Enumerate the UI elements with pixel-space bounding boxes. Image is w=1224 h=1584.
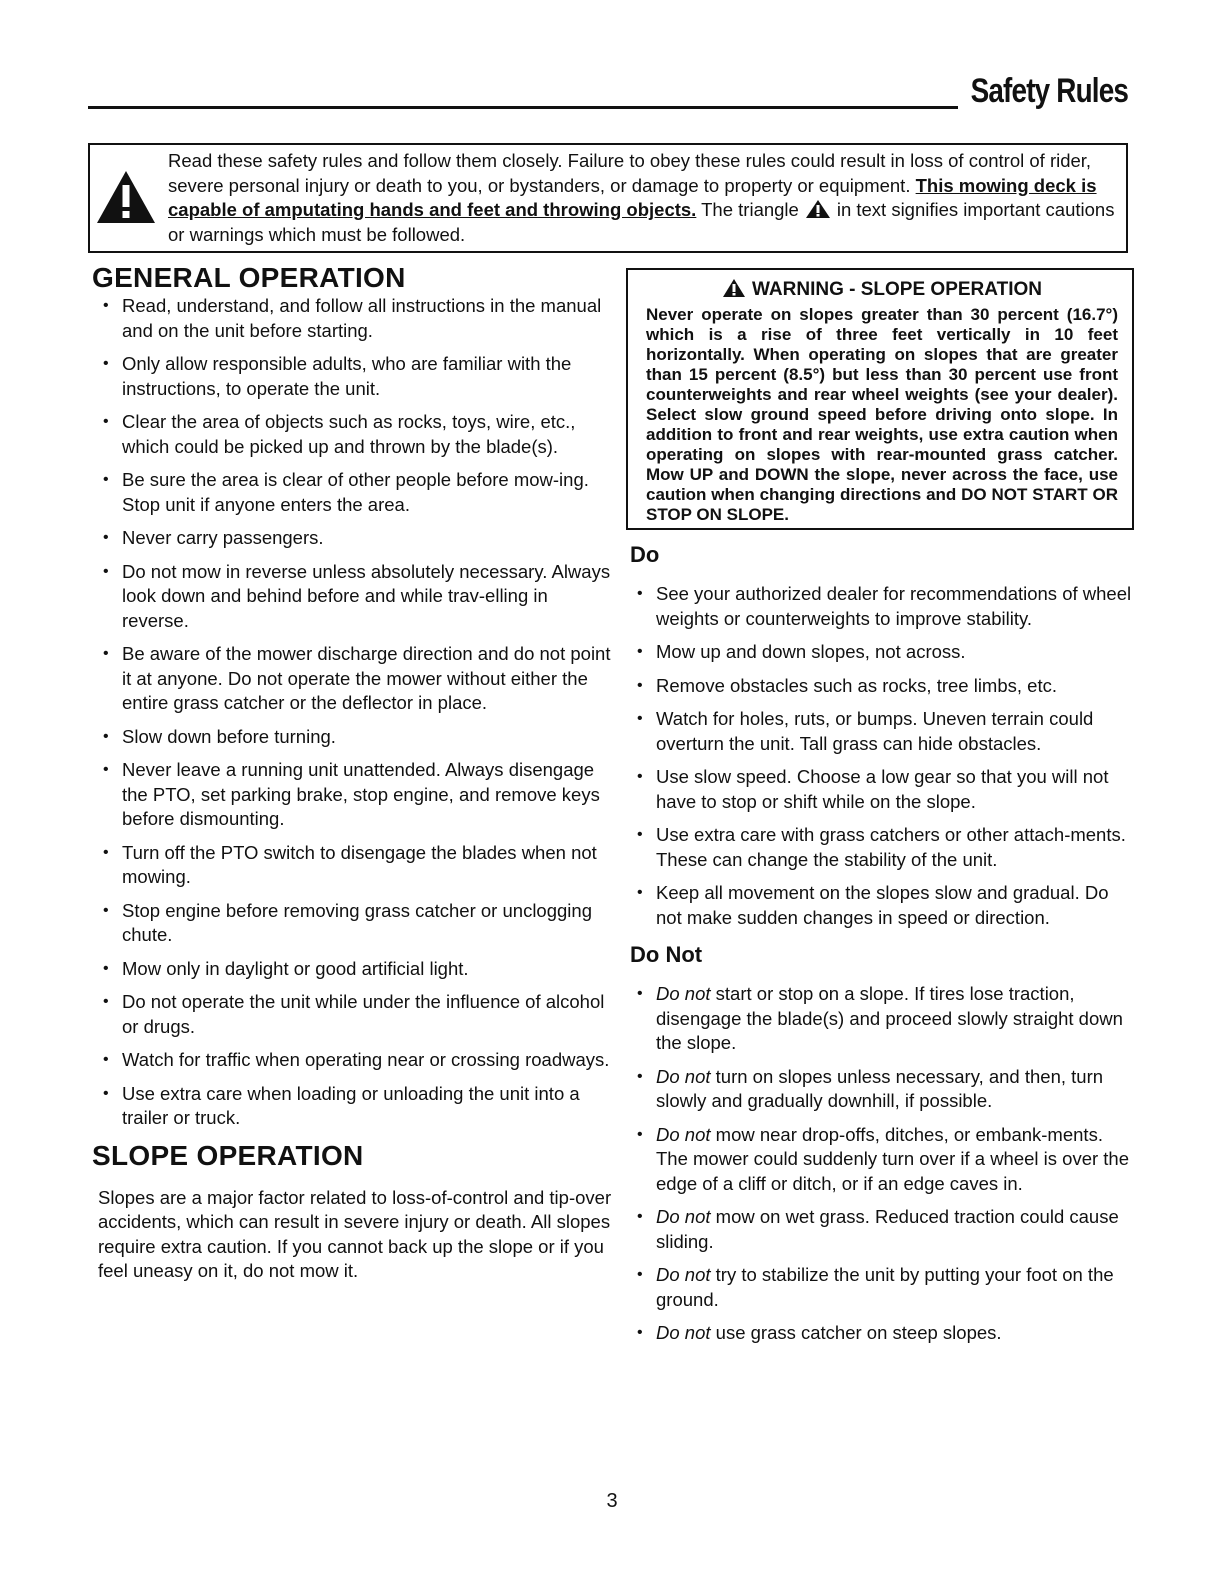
do-not-prefix: Do not bbox=[656, 1123, 711, 1145]
list-item-text: try to stabilize the unit by putting your foot on the ground. bbox=[656, 1264, 1114, 1310]
list-item-text: mow on wet grass. Reduced traction could cause sliding. bbox=[656, 1206, 1119, 1252]
list-item: • Stop engine before removing grass catcher or unclogging chute. bbox=[92, 899, 612, 948]
list-item: • Keep all movement on the slopes slow and gradual. Do not make sudden changes in speed or direction. bbox=[626, 881, 1136, 930]
list-item: • Slow down before turning. bbox=[92, 725, 612, 750]
list-item bbox=[626, 1263, 1136, 1312]
list-item: • Watch for traffic when operating near or crossing roadways. bbox=[92, 1048, 612, 1073]
list-item: • Mow up and down slopes, not across. bbox=[626, 640, 1136, 665]
general-operation-list bbox=[92, 294, 612, 1131]
list-item: • Be aware of the mower discharge direction and do not point it at anyone. Do not operate the mower without either the entire grass catcher or the deflector in place. bbox=[92, 642, 612, 716]
list-item-text: start or stop on a slope. If tires lose traction, disengage the blade(s) and proceed slowly straight down the slope. bbox=[656, 983, 1123, 1053]
list-item-text: mow near drop-offs, ditches, or embank-ments. The mower could suddenly turn over if a wheel is over the edge of a cliff or ditch, or if an edge caves in. bbox=[656, 1123, 1130, 1194]
list-item-text: turn on slopes unless necessary, and then, turn slowly and gradually downhill, if possible. bbox=[656, 1065, 1104, 1111]
warning-title bbox=[646, 278, 1118, 301]
slope-warning-box bbox=[626, 268, 1134, 530]
list-item bbox=[626, 1321, 1136, 1346]
warning-triangle-icon bbox=[722, 278, 746, 298]
list-item: • Never carry passengers. bbox=[92, 526, 612, 551]
do-not-heading: Do Not bbox=[630, 942, 703, 967]
intro-amputation-warning: This mowing deck is capable of amputating hands and feet and throwing objects. bbox=[168, 174, 1097, 220]
page-title: Safety Rules bbox=[970, 72, 1128, 110]
list-item: • See your authorized dealer for recommendations of wheel weights or counterweights to improve stability. bbox=[626, 582, 1136, 631]
page-number: 3 bbox=[606, 1490, 618, 1512]
list-item bbox=[626, 1205, 1136, 1254]
warning-triangle-icon bbox=[805, 199, 831, 219]
list-item: • Watch for holes, ruts, or bumps. Uneven terrain could overturn the unit. Tall grass can hide obstacles. bbox=[626, 707, 1136, 756]
list-item-text: use grass catcher on steep slopes. bbox=[710, 1322, 1002, 1343]
do-not-prefix: Do not bbox=[656, 1065, 711, 1087]
do-not-prefix: Do not bbox=[656, 1264, 711, 1285]
intro-text-after: in text signifies important cautions or warnings which must be followed. bbox=[168, 199, 1115, 245]
list-item: • Mow only in daylight or good artificial light. bbox=[92, 957, 612, 982]
slope-operation-paragraph: Slopes are a major factor related to loss-of-control and tip-over accidents, which can result in severe injury or death. All slopes require extra caution. If you cannot back up the slope or if you feel uneasy on it, do not mow it. bbox=[98, 1186, 612, 1281]
list-item: • Do not operate the unit while under the influence of alcohol or drugs. bbox=[92, 990, 612, 1039]
intro-text-before: Read these safety rules and follow them closely. Failure to obey these rules could result in loss of control of rider, severe personal injury or death to you, or bystanders, or damage to property or equipment. bbox=[168, 150, 1092, 196]
intro-text bbox=[168, 149, 1116, 247]
general-operation-heading: GENERAL OPERATION bbox=[92, 262, 406, 293]
do-heading: Do bbox=[630, 542, 660, 567]
warning-body: Never operate on slopes greater than 30 percent (16.7°) which is a rise of three feet vertically in 10 feet horizontally. When operating on slopes that are greater than 15 percent (8.5°) but less than 30 percent use front counterweights and rear wheel weights (see your dealer). Select slow ground speed before driving onto slope. In addition to front and rear weights, use extra caution when operating on slopes with rear-mounted grass catcher. Mow UP and DOWN the slope, never across the face, use caution when changing directions and DO NOT START OR STOP ON SLOPE. bbox=[646, 305, 1118, 524]
list-item bbox=[626, 1065, 1136, 1114]
do-not-prefix: Do not bbox=[656, 983, 711, 1004]
slope-operation-heading: SLOPE OPERATION bbox=[92, 1139, 364, 1171]
list-item bbox=[626, 982, 1136, 1056]
list-item: • Be sure the area is clear of other people before mow-ing. Stop unit if anyone enters the area. bbox=[92, 468, 612, 517]
intro-text-mid: The triangle bbox=[696, 199, 799, 220]
list-item: • Do not mow in reverse unless absolutely necessary. Always look down and behind before and while trav-elling in reverse. bbox=[92, 560, 612, 634]
right-column bbox=[626, 268, 1136, 1355]
left-column bbox=[92, 262, 612, 1284]
list-item: • Turn off the PTO switch to disengage the blades when not mowing. bbox=[92, 841, 612, 890]
intro-warning-box bbox=[88, 143, 1128, 253]
list-item: • Use extra care with grass catchers or other attach-ments. These can change the stability of the unit. bbox=[626, 823, 1136, 872]
do-not-prefix: Do not bbox=[656, 1206, 711, 1227]
list-item: • Never leave a running unit unattended. Always disengage the PTO, set parking brake, stop engine, and remove keys before dismounting. bbox=[92, 758, 612, 832]
header-rule bbox=[88, 106, 958, 109]
do-not-list bbox=[626, 982, 1136, 1346]
list-item: • Use slow speed. Choose a low gear so that you will not have to stop or shift while on the slope. bbox=[626, 765, 1136, 814]
list-item: • Read, understand, and follow all instructions in the manual and on the unit before starting. bbox=[92, 294, 612, 343]
do-not-prefix: Do not bbox=[656, 1322, 711, 1343]
list-item: • Remove obstacles such as rocks, tree limbs, etc. bbox=[626, 674, 1136, 699]
list-item: • Use extra care when loading or unloading the unit into a trailer or truck. bbox=[92, 1082, 612, 1131]
do-list bbox=[626, 582, 1136, 930]
list-item bbox=[626, 1123, 1136, 1197]
list-item: • Only allow responsible adults, who are familiar with the instructions, to operate the unit. bbox=[92, 352, 612, 401]
warning-title-text: WARNING - SLOPE OPERATION bbox=[752, 279, 1042, 300]
list-item: • Clear the area of objects such as rocks, toys, wire, etc., which could be picked up and thrown by the blade(s). bbox=[92, 410, 612, 459]
warning-triangle-icon bbox=[95, 169, 157, 225]
